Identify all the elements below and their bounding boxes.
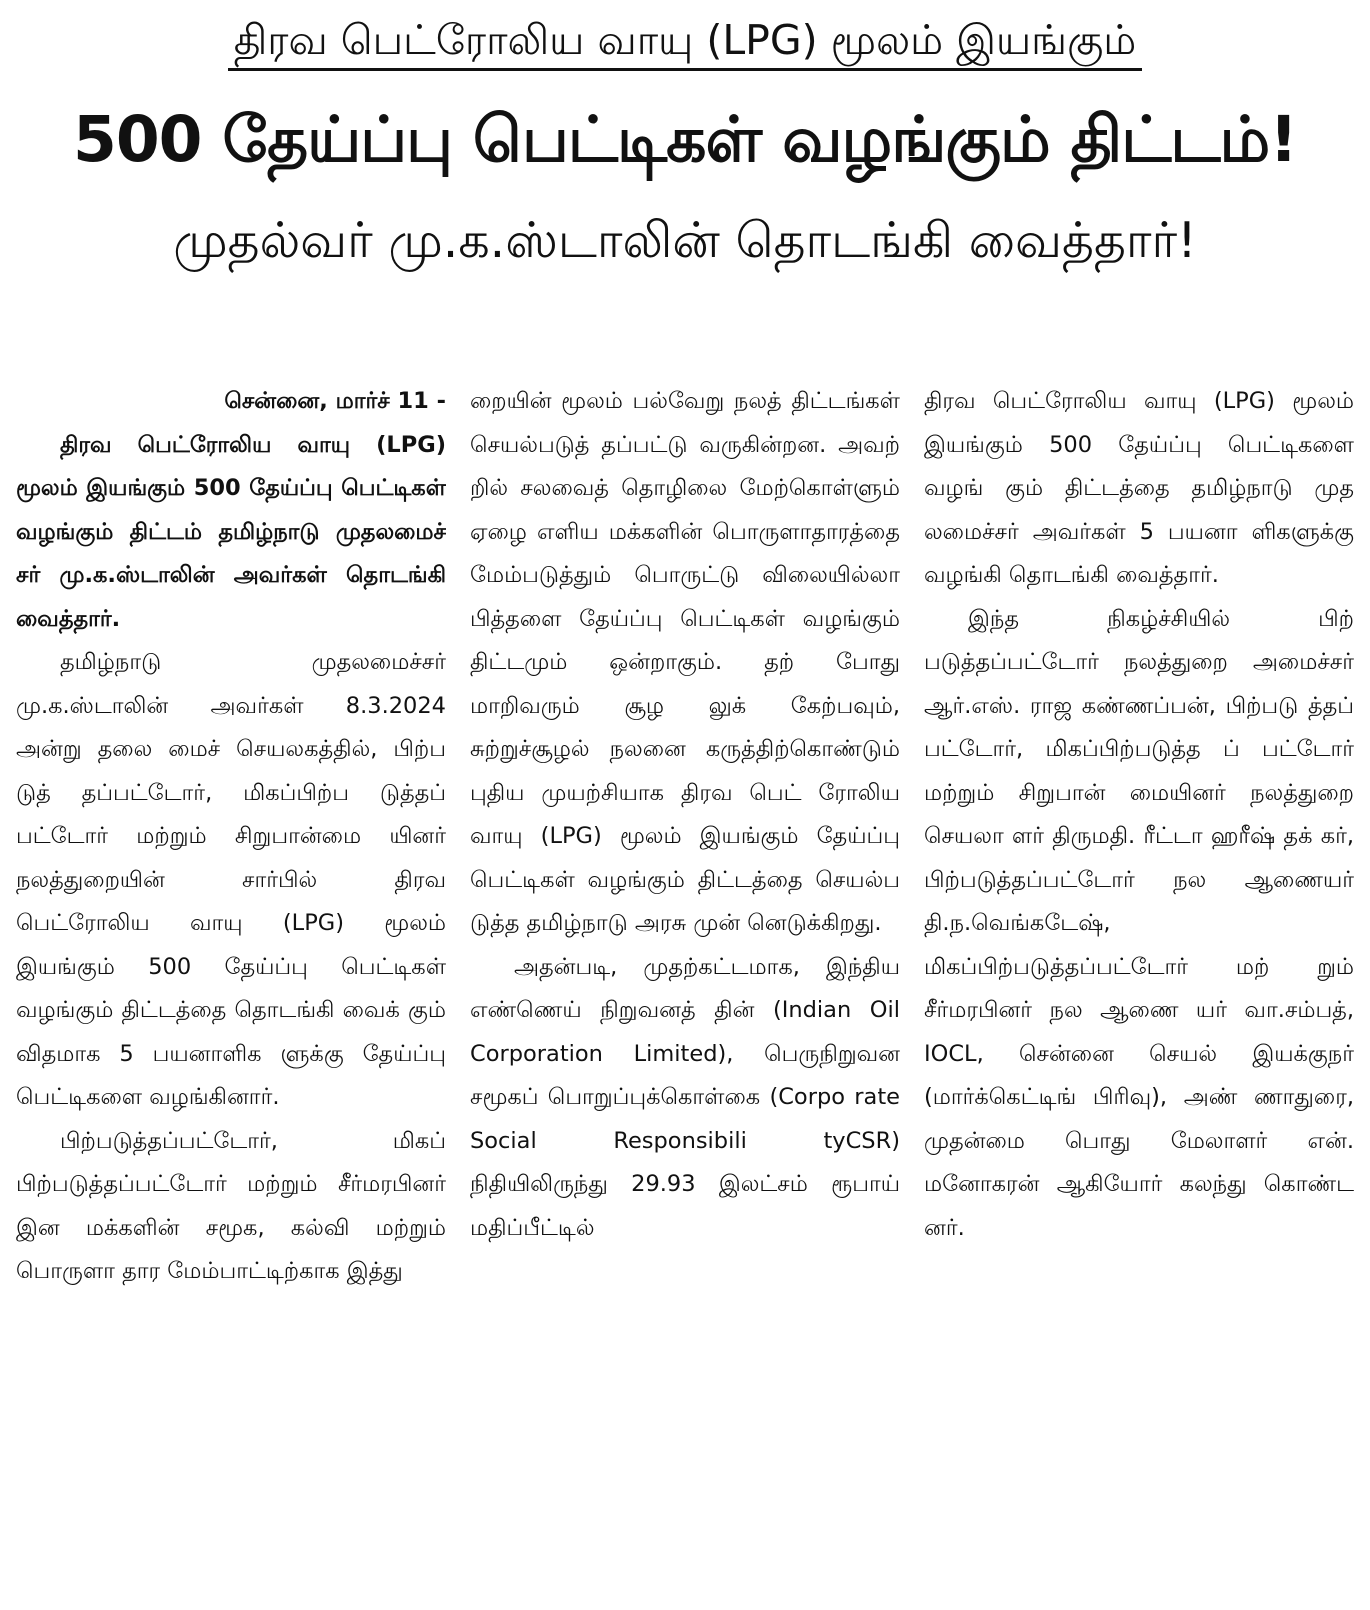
kicker: திரவ பெட்ரோலிய வாயு (LPG) மூலம் இயங்கும்: [228, 14, 1143, 71]
kicker-wrap: [18, 0, 1352, 78]
paragraph: றையின் மூலம் பல்வேறு நலத் திட்டங்கள் செயல்படுத் தப்பட்டு வருகின்றன. அவற் றில் சலவைத் தொழிலை மேற்கொள்ளும் ஏழை எளிய மக்களின் பொருளாதாரத்தை மேம்படுத்தும் பொருட்டு விலையில்லா பித்தளை தேய்ப்பு பெட்டிகள் வழங்கும் திட்டமும் ஒன்றாகும். தற் போது மாறிவரும் சூழ லுக் கேற்பவும், சுற்றுச்சூழல் நலனை கருத்திற்கொண்டும் புதிய முயற்சியாக திரவ பெட் ரோலிய வாயு (LPG) மூலம் இயங்கும் தேய்ப்பு பெட்டிகள் வழங்கும் திட்டத்தை செயல்ப டுத்த தமிழ்நாடு அரசு முன் னெடுக்கிறது.: [470, 388, 900, 936]
paragraph: திரவ பெட்ரோலிய வாயு (LPG) மூலம் இயங்கும் 500 தேய்ப்பு பெட்டிகளை வழங் கும் திட்டத்தை தமிழ்நாடு முத லமைச்சர் அவர்கள் 5 பயனா ளிகளுக்கு வழங்கி தொடங்கி வைத்தார்.: [924, 388, 1354, 588]
column-2: [470, 380, 900, 1610]
paragraph: பிற்படுத்தப்பட்டோர், மிகப் பிற்படுத்தப்பட்டோர் மற்றும் சீர்மரபினர் இன மக்களின் சமூக, கல்வி மற்றும் பொருளா தார மேம்பாட்டிற்காக இத்து: [16, 1127, 446, 1284]
paragraph: தமிழ்நாடு முதலமைச்சர் மு.க.ஸ்டாலின் அவர்கள் 8.3.2024 அன்று தலை மைச் செயலகத்தில், பிற்ப டுத் தப்பட்டோர், மிகப்பிற்ப டுத்தப் பட்டோர் மற்றும் சிறுபான்மை யினர் நலத்துறையின் சார்பில் திரவ பெட்ரோலிய வாயு (LPG) மூலம் இயங்கும் 500 தேய்ப்பு பெட்டிகள் வழங்கும் திட்டத்தை தொடங்கி வைக் கும் விதமாக 5 பயனாளிக ளுக்கு தேய்ப்பு பெட்டிகளை வழங்கினார்.: [16, 649, 446, 1110]
dateline: சென்னை, மார்ச் 11 -: [224, 388, 446, 414]
column-1: [16, 380, 446, 1610]
paragraph: அதன்படி, முதற்கட்டமாக, இந்திய எண்ணெய் நிறுவனத் தின் (Indian Oil Corporation Limited), பெருநிறுவன சமூகப் பொறுப்புக்கொள்கை (Corpo rate Social Responsibili tyCSR) நிதியிலிருந்து 29.93 இலட்சம் ரூபாய் மதிப்பீட்டில்: [470, 953, 900, 1241]
column-3: [924, 380, 1354, 1610]
lead-paragraph: திரவ பெட்ரோலிய வாயு (LPG) மூலம் இயங்கும் 500 தேய்ப்பு பெட்டிகள் வழங்கும் திட்டம் தமிழ்நாடு முதலமைச் சர் மு.க.ஸ்டாலின் அவர்கள் தொடங்கி வைத்தார்.: [16, 431, 446, 632]
subhead: முதல்வர் மு.க.ஸ்டாலின் தொடங்கி வைத்தார்!: [173, 212, 1197, 269]
paragraph: இந்த நிகழ்ச்சியில் பிற் படுத்தப்பட்டோர் நலத்துறை அமைச்சர் ஆர்.எஸ். ராஜ கண்ணப்பன், பிற்படு த்தப் பட்டோர், மிகப்பிற்படுத்த ப் பட்டோர் மற்றும் சிறுபான் மையினர் நலத்துறை செயலா ளர் திருமதி. ரீட்டா ஹரீஷ் தக் கர், பிற்படுத்தப்பட்டோர் நல ஆணையர் தி.ந.வெங்கடேஷ், மிகப்பிற்படுத்தப்பட்டோர் மற் றும் சீர்மரபினர் நல ஆணை யர் வா.சம்பத், IOCL, சென்னை செயல் இயக்குநர் (மார்க்கெட்டிங் பிரிவு), அண் ணாதுரை, முதன்மை பொது மேலாளர் என். மனோகரன் ஆகியோர் கலந்து கொண்ட னர்.: [924, 605, 1354, 1241]
headline: 500 தேய்ப்பு பெட்டிகள் வழங்கும் திட்டம்!: [73, 103, 1297, 176]
article-columns: [14, 380, 1356, 1610]
